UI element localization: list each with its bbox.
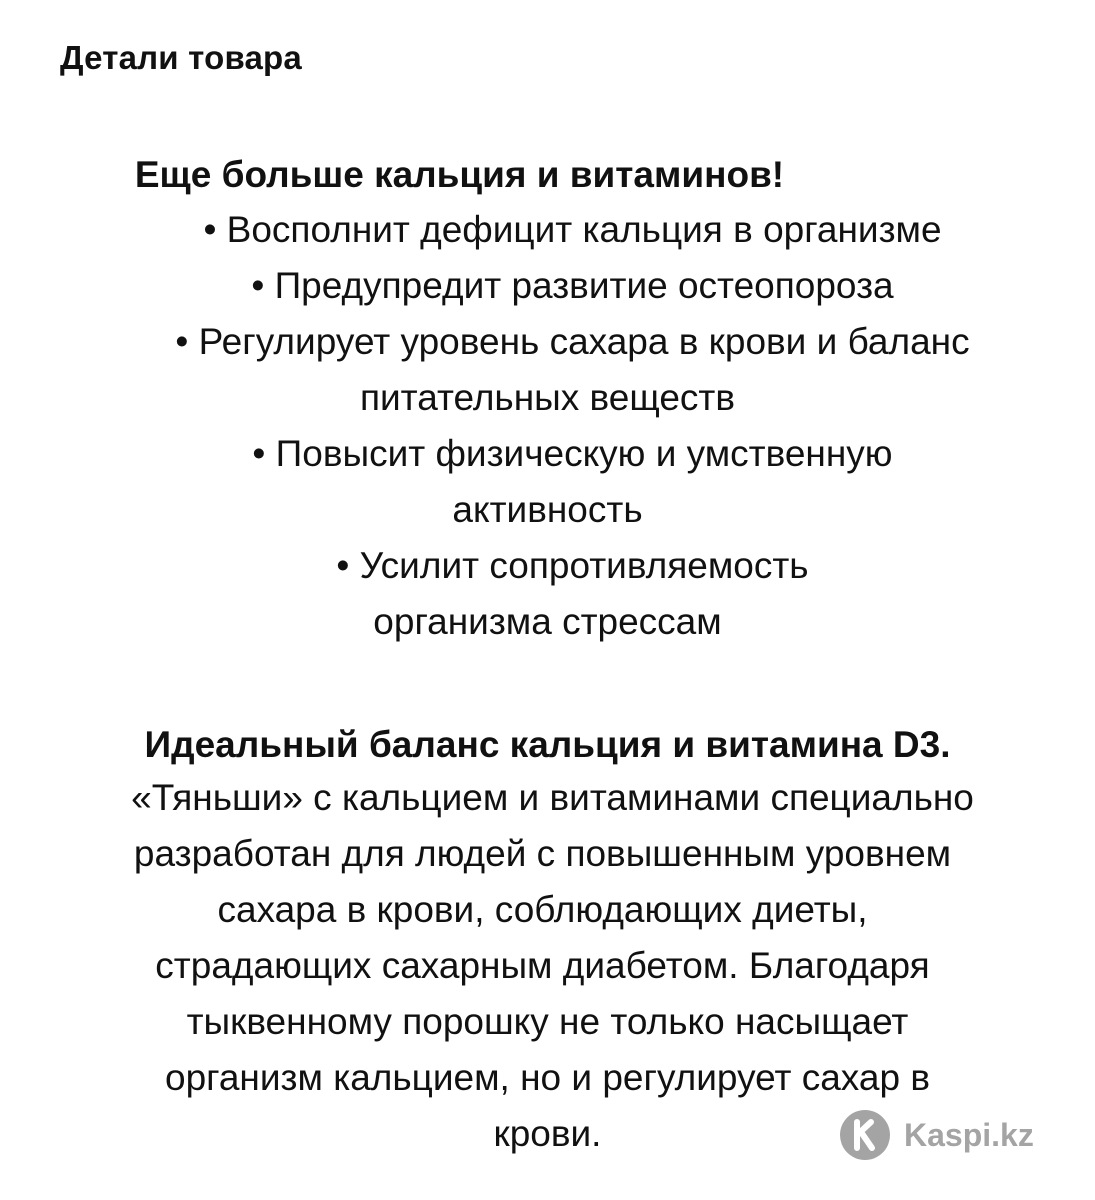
benefit-line: активность <box>452 489 643 530</box>
kaspi-logo-icon <box>838 1108 892 1162</box>
balance-heading: Идеальный баланс кальция и витамина D3. <box>144 724 951 765</box>
balance-line: разработан для людей с повышенным уровнем <box>133 833 952 874</box>
benefit-line: • Предупредит развитие остеопороза <box>251 265 894 306</box>
benefit-line: организма стрессам <box>373 601 722 642</box>
balance-line: крови. <box>493 1113 602 1154</box>
kaspi-watermark <box>838 1108 1034 1162</box>
balance-line: «Тяньши» с кальцием и витаминами специально <box>131 777 974 818</box>
benefit-line: питательных веществ <box>359 377 736 418</box>
benefit-line: • Усилит сопротивляемость <box>336 545 809 586</box>
balance-line: сахара в крови, соблюдающих диеты, <box>217 889 868 930</box>
benefit-line: • Повысит физическую и умственную <box>252 433 893 474</box>
balance-line: организм кальцием, но и регулирует сахар в <box>165 1057 930 1098</box>
kaspi-watermark-text: Kaspi.kz <box>904 1117 1034 1153</box>
benefit-line: • Регулирует уровень сахара в крови и баланс <box>175 321 970 362</box>
benefits-heading: Еще больше кальция и витаминов! <box>134 154 785 195</box>
balance-line: страдающих сахарным диабетом. Благодаря <box>155 945 930 986</box>
benefit-line: • Восполнит дефицит кальция в организме <box>203 209 942 250</box>
balance-line: тыквенному порошку не только насыщает <box>186 1001 909 1042</box>
page-title: Детали товара <box>60 39 302 76</box>
